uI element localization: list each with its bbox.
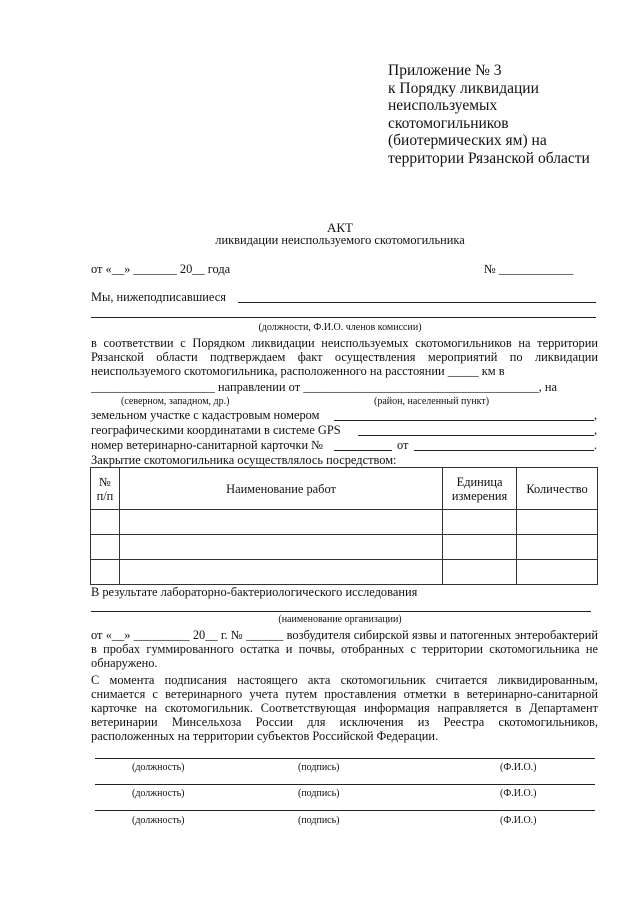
act-title: АКТ	[327, 220, 353, 235]
cadastral-label: земельном участке с кадастровым номером	[91, 408, 320, 422]
signed-by-line	[238, 302, 596, 303]
table-cell[interactable]	[443, 535, 517, 560]
table-row	[91, 560, 598, 585]
column-header-unit: Единица измерения	[443, 468, 517, 510]
signature-position: (должность)	[132, 815, 185, 826]
vet-card-label: номер ветеринарно-санитарной карточки №	[91, 438, 324, 452]
table-row	[91, 535, 598, 560]
comma: ,	[594, 423, 598, 437]
table-cell[interactable]	[443, 510, 517, 535]
act-number: № ____________	[484, 262, 574, 276]
lab-result-label: В результате лабораторно-бактериологического исследования	[91, 585, 418, 599]
table-cell[interactable]	[91, 560, 120, 585]
gps-label: географическими координатами в системе GPS	[91, 423, 341, 437]
appendix-line: (биотермических ям) на	[388, 132, 547, 149]
paragraph-commission: в соответствии с Порядком ликвидации неиспользуемых скотомогильников на территории Рязанской области подтверждаем факт осуществления мероприятий по ликвидации неиспользуемого скотомогильника, расположенного на расстоянии _____ км в	[91, 336, 598, 378]
vet-card-from: от	[397, 438, 409, 452]
signature-sign: (подпись)	[298, 788, 340, 799]
appendix-line: скотомогильников	[388, 114, 509, 132]
column-header-number: № п/п	[91, 468, 120, 510]
vet-card-date-line	[414, 450, 594, 451]
cadastral-line	[334, 420, 594, 421]
caption-direction: (северном, западном, др.)	[121, 396, 230, 407]
works-table	[90, 467, 598, 585]
table-cell[interactable]	[119, 510, 442, 535]
signature-position: (должность)	[132, 788, 185, 799]
appendix-line: Приложение № 3	[388, 62, 502, 79]
column-header-work: Наименование работ	[119, 468, 442, 510]
closure-label: Закрытие скотомогильника осуществлялось посредством:	[91, 453, 397, 467]
table-cell[interactable]	[91, 535, 120, 560]
appendix-note	[388, 62, 590, 167]
caption-district: (район, населенный пункт)	[374, 396, 490, 407]
org-caption: (наименование организации)	[278, 614, 402, 625]
signature-name: (Ф.И.О.)	[500, 788, 537, 799]
signature-name: (Ф.И.О.)	[500, 762, 537, 773]
conclusion-paragraph: С момента подписания настоящего акта скотомогильник считается ликвидированным, снимается с ветеринарного учета путем проставления отметки в ветеринарно-санитарной карточке на скотомогильник. Соответствующая информация направляется в Департамент ветеринарии Минсельхоза России для исключения из Реестра скотомогильников, расположенных на территории субъектов Российской Федерации.	[91, 673, 598, 743]
signature-line	[95, 758, 595, 759]
table-cell[interactable]	[443, 560, 517, 585]
direction-line: ____________________ направлении от ______________________________________, на	[91, 380, 557, 394]
appendix-line: к Порядку ликвидации	[388, 79, 539, 97]
org-line	[91, 611, 591, 612]
lab-finding: от «__» _________ 20__ г. № ______ возбудителя сибирской язвы и патогенных энтеробактерий в пробах гуммированного остатка и почвы, отобранных с территории скотомогильника не обнаружено.	[91, 628, 598, 670]
table-cell[interactable]	[517, 535, 598, 560]
period: .	[594, 438, 598, 452]
signature-name: (Ф.И.О.)	[500, 815, 537, 826]
act-date: от «__» _______ 20__ года	[91, 262, 231, 276]
comma: ,	[594, 408, 598, 422]
signature-line	[95, 784, 595, 785]
act-subtitle: ликвидации неиспользуемого скотомогильника	[215, 233, 465, 247]
signature-position: (должность)	[132, 762, 185, 773]
appendix-line: неиспользуемых	[388, 97, 498, 114]
column-header-quantity: Количество	[517, 468, 598, 510]
table-cell[interactable]	[91, 510, 120, 535]
signed-by-line-2	[91, 317, 596, 318]
table-cell[interactable]	[119, 560, 442, 585]
gps-line	[358, 435, 594, 436]
vet-card-line	[334, 450, 392, 451]
table-cell[interactable]	[119, 535, 442, 560]
signature-sign: (подпись)	[298, 762, 340, 773]
signed-by-label: Мы, нижеподписавшиеся	[91, 290, 226, 304]
table-row	[91, 510, 598, 535]
signed-by-caption: (должности, Ф.И.О. членов комиссии)	[258, 322, 422, 333]
signature-sign: (подпись)	[298, 815, 340, 826]
signature-line	[95, 810, 595, 811]
appendix-line: территории Рязанской области	[388, 149, 590, 167]
table-cell[interactable]	[517, 510, 598, 535]
table-cell[interactable]	[517, 560, 598, 585]
table-header-row	[91, 468, 598, 510]
